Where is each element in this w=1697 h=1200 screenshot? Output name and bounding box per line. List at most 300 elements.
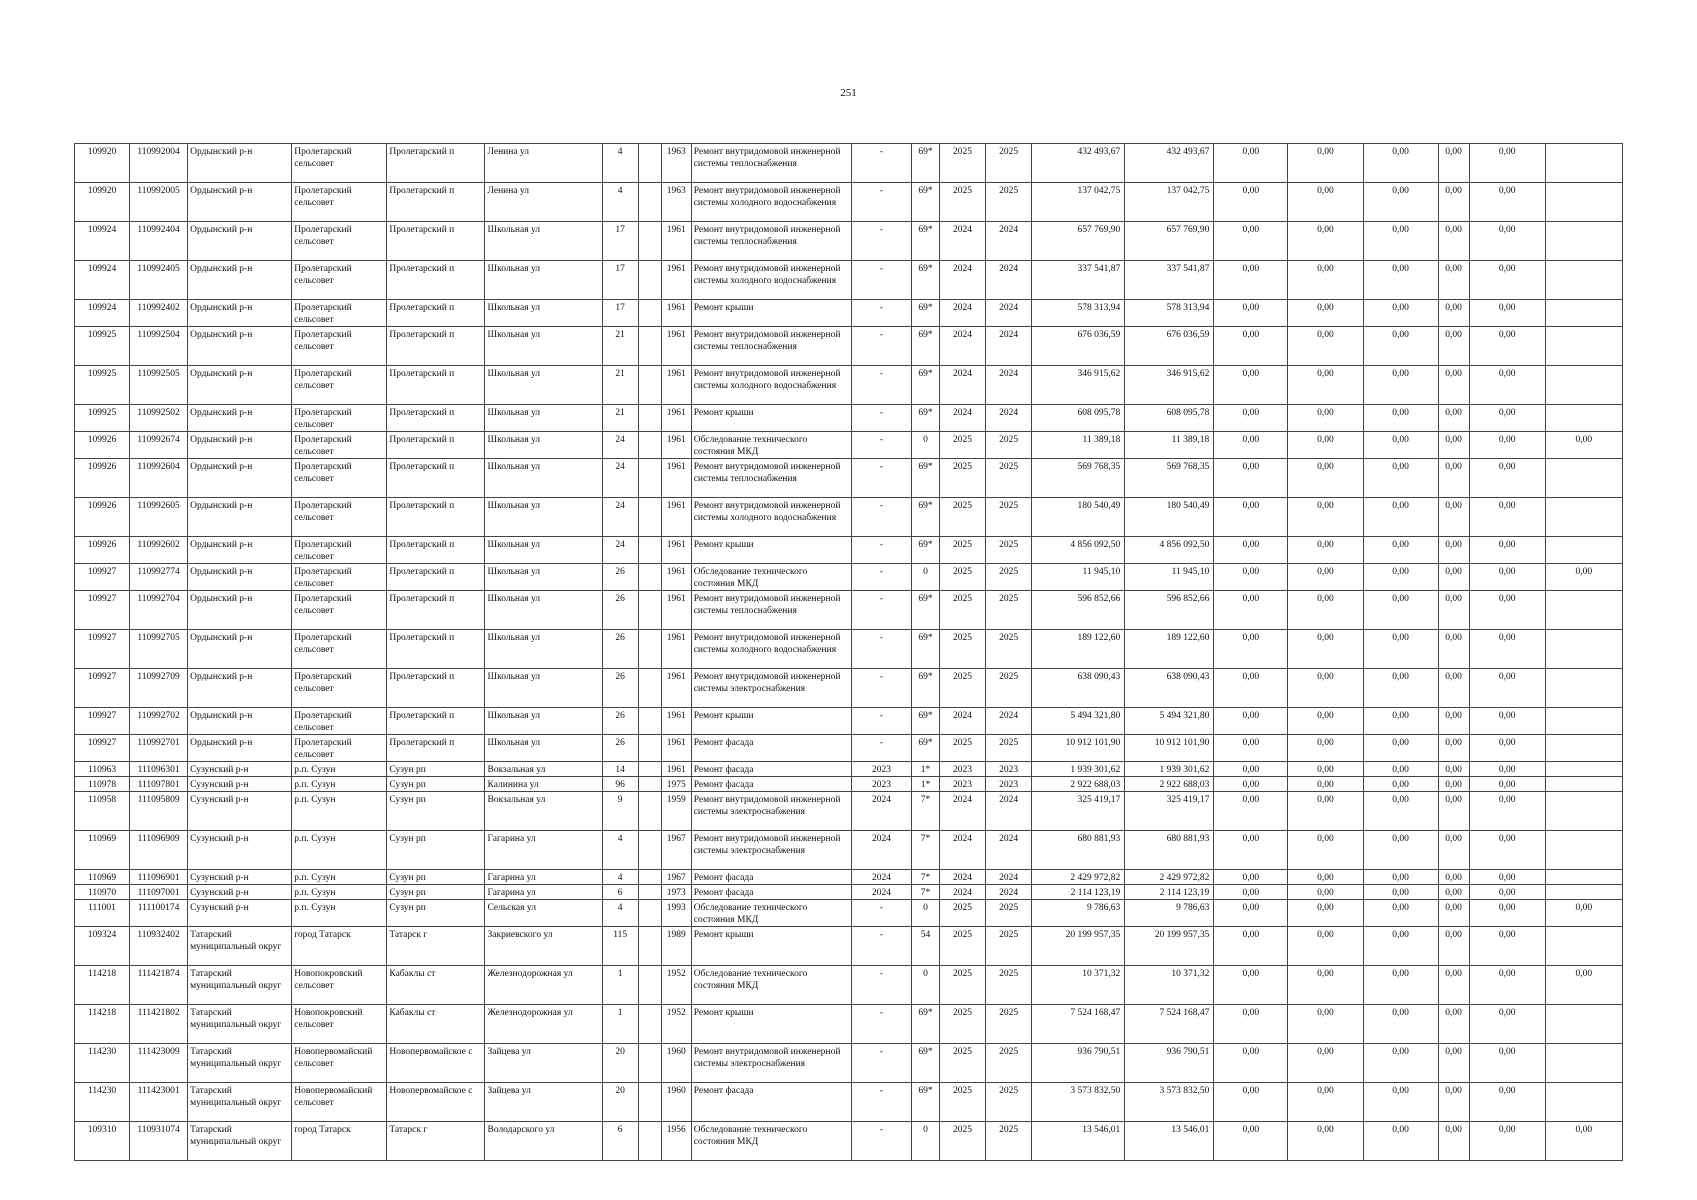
cell-start-plan: - [851, 1122, 911, 1161]
cell-municipality: р.п. Сузун [292, 900, 387, 927]
cell-f4: 0,00 [1438, 327, 1469, 366]
cell-settlement: Пролетарский п [387, 432, 485, 459]
cell-f1: 0,00 [1214, 498, 1288, 537]
cell-street: Гагарина ул [485, 885, 602, 900]
cell-cost-fund: 2 429 972,82 [1125, 870, 1214, 885]
cell-year-built: 1961 [661, 366, 691, 405]
cell-year-from: 2023 [940, 762, 986, 777]
cell-house: 17 [602, 222, 638, 261]
cell-id: 109927 [75, 669, 130, 708]
cell-year-from: 2025 [940, 498, 986, 537]
cell-cost-total: 10 371,32 [1032, 966, 1125, 1005]
cell-building [638, 1083, 661, 1122]
cell-f1: 0,00 [1214, 261, 1288, 300]
cell-norm: 69* [911, 327, 939, 366]
cell-district: Ордынский р-н [188, 564, 292, 591]
cell-f2: 0,00 [1288, 498, 1363, 537]
cell-id: 109925 [75, 327, 130, 366]
cell-f2: 0,00 [1288, 966, 1363, 1005]
cell-district: Ордынский р-н [188, 630, 292, 669]
cell-district: Ордынский р-н [188, 327, 292, 366]
cell-code: 111096301 [130, 762, 188, 777]
cell-f4: 0,00 [1438, 669, 1469, 708]
cell-work: Ремонт внутридомовой инженерной системы теплоснабжения [691, 144, 851, 183]
cell-start-plan: - [851, 261, 911, 300]
cell-f5: 0,00 [1469, 183, 1545, 222]
cell-building [638, 405, 661, 432]
cell-cost-total: 638 090,43 [1032, 669, 1125, 708]
cell-year-from: 2024 [940, 300, 986, 327]
cell-id: 110958 [75, 792, 130, 831]
cell-street: Школьная ул [485, 591, 602, 630]
cell-district: Ордынский р-н [188, 261, 292, 300]
cell-norm: 0 [911, 900, 939, 927]
table-row [75, 735, 1623, 762]
cell-street: Железнодорожная ул [485, 1005, 602, 1044]
cell-f1: 0,00 [1214, 927, 1288, 966]
cell-f3: 0,00 [1363, 1044, 1438, 1083]
table-row [75, 300, 1623, 327]
cell-f5: 0,00 [1469, 564, 1545, 591]
table-row [75, 459, 1623, 498]
cell-year-from: 2025 [940, 669, 986, 708]
cell-f1: 0,00 [1214, 792, 1288, 831]
cell-building [638, 708, 661, 735]
cell-f2: 0,00 [1288, 885, 1363, 900]
cell-street: Гагарина ул [485, 831, 602, 870]
cell-year-built: 1961 [661, 537, 691, 564]
cell-cost-fund: 337 541,87 [1125, 261, 1214, 300]
cell-house: 24 [602, 537, 638, 564]
cell-f2: 0,00 [1288, 327, 1363, 366]
table-row [75, 261, 1623, 300]
cell-district: Татарский муниципальный округ [188, 927, 292, 966]
table-row [75, 630, 1623, 669]
table-row [75, 966, 1623, 1005]
cell-work: Ремонт внутридомовой инженерной системы холодного водоснабжения [691, 498, 851, 537]
cell-district: Татарский муниципальный округ [188, 1122, 292, 1161]
cell-f4: 0,00 [1438, 144, 1469, 183]
cell-house: 21 [602, 327, 638, 366]
cell-f4: 0,00 [1438, 735, 1469, 762]
cell-building [638, 183, 661, 222]
cell-municipality: р.п. Сузун [292, 792, 387, 831]
cell-f4: 0,00 [1438, 1044, 1469, 1083]
cell-f6 [1545, 498, 1622, 537]
cell-f5: 0,00 [1469, 366, 1545, 405]
cell-code: 110992604 [130, 459, 188, 498]
cell-street: Школьная ул [485, 498, 602, 537]
cell-f5: 0,00 [1469, 498, 1545, 537]
cell-year-built: 1961 [661, 498, 691, 537]
cell-f5: 0,00 [1469, 966, 1545, 1005]
cell-id: 109924 [75, 300, 130, 327]
cell-street: Школьная ул [485, 630, 602, 669]
cell-f2: 0,00 [1288, 405, 1363, 432]
cell-cost-total: 7 524 168,47 [1032, 1005, 1125, 1044]
cell-id: 109927 [75, 591, 130, 630]
table-row [75, 1005, 1623, 1044]
cell-f6 [1545, 1005, 1622, 1044]
cell-start-plan: - [851, 900, 911, 927]
cell-start-plan: - [851, 183, 911, 222]
cell-cost-total: 11 945,10 [1032, 564, 1125, 591]
cell-house: 26 [602, 630, 638, 669]
cell-f1: 0,00 [1214, 591, 1288, 630]
cell-building [638, 498, 661, 537]
cell-f6: 0,00 [1545, 1122, 1622, 1161]
cell-code: 111096909 [130, 831, 188, 870]
cell-settlement: Сузун рп [387, 762, 485, 777]
cell-municipality: р.п. Сузун [292, 885, 387, 900]
table-row [75, 432, 1623, 459]
cell-street: Школьная ул [485, 708, 602, 735]
cell-id: 114218 [75, 1005, 130, 1044]
cell-f1: 0,00 [1214, 870, 1288, 885]
cell-municipality: Пролетарский сельсовет [292, 735, 387, 762]
cell-f6 [1545, 762, 1622, 777]
cell-f2: 0,00 [1288, 261, 1363, 300]
cell-f4: 0,00 [1438, 762, 1469, 777]
cell-work: Ремонт внутридомовой инженерной системы теплоснабжения [691, 222, 851, 261]
cell-house: 24 [602, 432, 638, 459]
cell-work: Ремонт внутридомовой инженерной системы теплоснабжения [691, 591, 851, 630]
cell-f6 [1545, 366, 1622, 405]
cell-f1: 0,00 [1214, 777, 1288, 792]
cell-year-built: 1952 [661, 966, 691, 1005]
cell-district: Ордынский р-н [188, 432, 292, 459]
cell-f6 [1545, 1044, 1622, 1083]
cell-year-from: 2025 [940, 564, 986, 591]
cell-house: 14 [602, 762, 638, 777]
cell-municipality: Пролетарский сельсовет [292, 222, 387, 261]
cell-cost-total: 680 881,93 [1032, 831, 1125, 870]
cell-id: 114230 [75, 1083, 130, 1122]
cell-f3: 0,00 [1363, 459, 1438, 498]
cell-municipality: Новопервомайский сельсовет [292, 1044, 387, 1083]
cell-code: 110992709 [130, 669, 188, 708]
cell-settlement: Кабаклы ст [387, 966, 485, 1005]
cell-year-built: 1961 [661, 669, 691, 708]
cell-cost-total: 346 915,62 [1032, 366, 1125, 405]
cell-year-to: 2025 [986, 144, 1032, 183]
cell-f6 [1545, 459, 1622, 498]
cell-norm: 69* [911, 459, 939, 498]
cell-settlement: Новопервомайское с [387, 1044, 485, 1083]
cell-f5: 0,00 [1469, 900, 1545, 927]
table-row [75, 498, 1623, 537]
cell-house: 21 [602, 366, 638, 405]
cell-cost-total: 676 036,59 [1032, 327, 1125, 366]
cell-year-built: 1960 [661, 1044, 691, 1083]
cell-norm: 69* [911, 1083, 939, 1122]
cell-f4: 0,00 [1438, 927, 1469, 966]
cell-street: Гагарина ул [485, 870, 602, 885]
cell-municipality: Пролетарский сельсовет [292, 366, 387, 405]
cell-f3: 0,00 [1363, 366, 1438, 405]
cell-year-from: 2024 [940, 870, 986, 885]
cell-cost-total: 180 540,49 [1032, 498, 1125, 537]
cell-cost-total: 10 912 101,90 [1032, 735, 1125, 762]
cell-year-to: 2024 [986, 831, 1032, 870]
cell-f3: 0,00 [1363, 564, 1438, 591]
cell-cost-fund: 180 540,49 [1125, 498, 1214, 537]
cell-cost-fund: 325 419,17 [1125, 792, 1214, 831]
cell-f6: 0,00 [1545, 564, 1622, 591]
cell-building [638, 537, 661, 564]
cell-house: 26 [602, 591, 638, 630]
cell-year-built: 1961 [661, 630, 691, 669]
cell-f3: 0,00 [1363, 792, 1438, 831]
cell-house: 26 [602, 735, 638, 762]
cell-district: Ордынский р-н [188, 498, 292, 537]
cell-f2: 0,00 [1288, 1122, 1363, 1161]
cell-f4: 0,00 [1438, 183, 1469, 222]
cell-street: Ленина ул [485, 183, 602, 222]
cell-f5: 0,00 [1469, 885, 1545, 900]
cell-id: 111001 [75, 900, 130, 927]
cell-norm: 69* [911, 405, 939, 432]
cell-house: 4 [602, 900, 638, 927]
cell-cost-total: 13 546,01 [1032, 1122, 1125, 1161]
cell-work: Ремонт крыши [691, 300, 851, 327]
cell-f6 [1545, 144, 1622, 183]
cell-year-to: 2024 [986, 327, 1032, 366]
cell-cost-total: 337 541,87 [1032, 261, 1125, 300]
cell-cost-fund: 2 114 123,19 [1125, 885, 1214, 900]
cell-district: Сузунский р-н [188, 885, 292, 900]
cell-start-plan: - [851, 1005, 911, 1044]
cell-year-built: 1989 [661, 927, 691, 966]
cell-district: Сузунский р-н [188, 792, 292, 831]
cell-cost-fund: 2 922 688,03 [1125, 777, 1214, 792]
cell-f1: 0,00 [1214, 1044, 1288, 1083]
cell-code: 110992504 [130, 327, 188, 366]
cell-street: Школьная ул [485, 669, 602, 708]
table-row [75, 927, 1623, 966]
cell-f1: 0,00 [1214, 1122, 1288, 1161]
cell-cost-fund: 608 095,78 [1125, 405, 1214, 432]
cell-f5: 0,00 [1469, 300, 1545, 327]
cell-f1: 0,00 [1214, 405, 1288, 432]
cell-f4: 0,00 [1438, 498, 1469, 537]
cell-f1: 0,00 [1214, 564, 1288, 591]
cell-f5: 0,00 [1469, 432, 1545, 459]
cell-f1: 0,00 [1214, 366, 1288, 405]
cell-year-to: 2024 [986, 870, 1032, 885]
cell-settlement: Пролетарский п [387, 564, 485, 591]
cell-f6: 0,00 [1545, 900, 1622, 927]
cell-f2: 0,00 [1288, 432, 1363, 459]
cell-f1: 0,00 [1214, 831, 1288, 870]
cell-district: Сузунский р-н [188, 762, 292, 777]
cell-street: Школьная ул [485, 300, 602, 327]
cell-start-plan: - [851, 669, 911, 708]
cell-f3: 0,00 [1363, 885, 1438, 900]
cell-f2: 0,00 [1288, 630, 1363, 669]
table-row [75, 1044, 1623, 1083]
cell-id: 109926 [75, 432, 130, 459]
cell-norm: 0 [911, 966, 939, 1005]
cell-f6 [1545, 792, 1622, 831]
cell-work: Обследование технического состояния МКД [691, 966, 851, 1005]
cell-id: 114230 [75, 1044, 130, 1083]
cell-id: 109926 [75, 537, 130, 564]
cell-work: Ремонт внутридомовой инженерной системы электроснабжения [691, 792, 851, 831]
cell-id: 110969 [75, 831, 130, 870]
cell-f4: 0,00 [1438, 900, 1469, 927]
cell-cost-fund: 13 546,01 [1125, 1122, 1214, 1161]
cell-f3: 0,00 [1363, 327, 1438, 366]
cell-year-to: 2025 [986, 1044, 1032, 1083]
cell-year-from: 2024 [940, 792, 986, 831]
cell-municipality: Пролетарский сельсовет [292, 498, 387, 537]
cell-f4: 0,00 [1438, 537, 1469, 564]
cell-house: 20 [602, 1044, 638, 1083]
cell-year-to: 2024 [986, 708, 1032, 735]
cell-f2: 0,00 [1288, 927, 1363, 966]
cell-f1: 0,00 [1214, 669, 1288, 708]
table-row [75, 777, 1623, 792]
cell-id: 110969 [75, 870, 130, 885]
cell-cost-total: 2 429 972,82 [1032, 870, 1125, 885]
cell-building [638, 900, 661, 927]
cell-year-built: 1961 [661, 591, 691, 630]
cell-year-to: 2025 [986, 927, 1032, 966]
table-row [75, 537, 1623, 564]
cell-code: 110992704 [130, 591, 188, 630]
page-number: 251 [840, 87, 857, 99]
cell-start-plan: - [851, 327, 911, 366]
cell-start-plan: - [851, 300, 911, 327]
cell-f2: 0,00 [1288, 669, 1363, 708]
cell-cost-total: 2 114 123,19 [1032, 885, 1125, 900]
cell-cost-fund: 596 852,66 [1125, 591, 1214, 630]
cell-settlement: Сузун рп [387, 900, 485, 927]
cell-code: 110992605 [130, 498, 188, 537]
cell-building [638, 966, 661, 1005]
cell-settlement: Сузун рп [387, 885, 485, 900]
cell-cost-total: 608 095,78 [1032, 405, 1125, 432]
cell-cost-fund: 432 493,67 [1125, 144, 1214, 183]
cell-cost-total: 9 786,63 [1032, 900, 1125, 927]
cell-year-built: 1959 [661, 792, 691, 831]
cell-id: 109927 [75, 630, 130, 669]
cell-f3: 0,00 [1363, 591, 1438, 630]
cell-year-built: 1960 [661, 1083, 691, 1122]
cell-building [638, 1044, 661, 1083]
cell-street: Школьная ул [485, 735, 602, 762]
cell-settlement: Пролетарский п [387, 261, 485, 300]
cell-f6: 0,00 [1545, 432, 1622, 459]
cell-f2: 0,00 [1288, 1005, 1363, 1044]
cell-year-to: 2025 [986, 1083, 1032, 1122]
cell-norm: 69* [911, 708, 939, 735]
cell-street: Вокзальная ул [485, 792, 602, 831]
cell-f5: 0,00 [1469, 261, 1545, 300]
cell-start-plan: - [851, 1044, 911, 1083]
cell-building [638, 300, 661, 327]
cell-start-plan: - [851, 144, 911, 183]
cell-f3: 0,00 [1363, 630, 1438, 669]
cell-year-built: 1993 [661, 900, 691, 927]
cell-f5: 0,00 [1469, 222, 1545, 261]
cell-f1: 0,00 [1214, 1083, 1288, 1122]
cell-house: 4 [602, 870, 638, 885]
cell-norm: 69* [911, 366, 939, 405]
cell-municipality: Новопервомайский сельсовет [292, 1083, 387, 1122]
cell-street: Школьная ул [485, 432, 602, 459]
cell-municipality: Новопокровский сельсовет [292, 966, 387, 1005]
cell-year-built: 1961 [661, 300, 691, 327]
cell-f5: 0,00 [1469, 927, 1545, 966]
cell-f1: 0,00 [1214, 966, 1288, 1005]
cell-work: Ремонт крыши [691, 1005, 851, 1044]
cell-f3: 0,00 [1363, 669, 1438, 708]
cell-f2: 0,00 [1288, 564, 1363, 591]
cell-code: 111097001 [130, 885, 188, 900]
cell-start-plan: - [851, 537, 911, 564]
table-row [75, 870, 1623, 885]
cell-norm: 69* [911, 591, 939, 630]
cell-norm: 7* [911, 870, 939, 885]
cell-cost-fund: 189 122,60 [1125, 630, 1214, 669]
cell-cost-total: 569 768,35 [1032, 459, 1125, 498]
cell-cost-total: 11 389,18 [1032, 432, 1125, 459]
cell-f4: 0,00 [1438, 708, 1469, 735]
cell-house: 96 [602, 777, 638, 792]
cell-code: 111100174 [130, 900, 188, 927]
cell-f3: 0,00 [1363, 900, 1438, 927]
cell-code: 111423009 [130, 1044, 188, 1083]
cell-district: Ордынский р-н [188, 591, 292, 630]
cell-year-from: 2025 [940, 735, 986, 762]
cell-f6 [1545, 222, 1622, 261]
cell-cost-fund: 578 313,94 [1125, 300, 1214, 327]
cell-municipality: город Татарск [292, 927, 387, 966]
cell-settlement: Пролетарский п [387, 405, 485, 432]
cell-start-plan: 2024 [851, 885, 911, 900]
cell-f6 [1545, 630, 1622, 669]
cell-f2: 0,00 [1288, 708, 1363, 735]
cell-house: 1 [602, 1005, 638, 1044]
cell-municipality: Пролетарский сельсовет [292, 144, 387, 183]
cell-year-from: 2025 [940, 900, 986, 927]
cell-year-to: 2025 [986, 459, 1032, 498]
cell-year-to: 2024 [986, 300, 1032, 327]
cell-cost-fund: 638 090,43 [1125, 669, 1214, 708]
cell-f1: 0,00 [1214, 708, 1288, 735]
cell-f6 [1545, 405, 1622, 432]
cell-f4: 0,00 [1438, 366, 1469, 405]
cell-f3: 0,00 [1363, 144, 1438, 183]
cell-municipality: Пролетарский сельсовет [292, 432, 387, 459]
cell-id: 109926 [75, 459, 130, 498]
cell-cost-total: 189 122,60 [1032, 630, 1125, 669]
cell-f6 [1545, 669, 1622, 708]
table-row [75, 564, 1623, 591]
cell-building [638, 792, 661, 831]
cell-f1: 0,00 [1214, 885, 1288, 900]
cell-f6 [1545, 1083, 1622, 1122]
cell-year-to: 2025 [986, 966, 1032, 1005]
cell-f5: 0,00 [1469, 1083, 1545, 1122]
cell-start-plan: - [851, 432, 911, 459]
cell-f4: 0,00 [1438, 261, 1469, 300]
cell-settlement: Пролетарский п [387, 735, 485, 762]
cell-work: Ремонт внутридомовой инженерной системы теплоснабжения [691, 459, 851, 498]
cell-street: Школьная ул [485, 405, 602, 432]
